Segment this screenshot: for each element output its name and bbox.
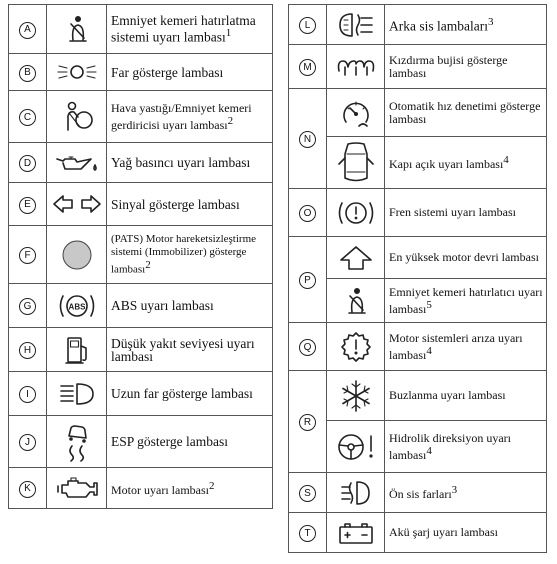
table-row	[289, 137, 547, 189]
seatbelt-icon	[327, 286, 384, 316]
row-letter: H	[19, 342, 36, 359]
engine-icon	[47, 475, 106, 501]
row-letter: C	[19, 109, 36, 126]
row-text: Otomatik hız denetimi gösterge lambası	[389, 98, 541, 126]
footnote-ref: 1	[225, 27, 232, 40]
row-text: Sinyal gösterge lambası	[111, 196, 240, 212]
row-text: (PATS) Motor hareketsizleştirme sistemi (Immobilizer) gösterge lambası	[111, 232, 257, 276]
brake-system-icon	[327, 197, 384, 229]
row-text: Emniyet kemeri hatırlatma sistemi uyarı lambası	[111, 13, 256, 45]
table-row	[9, 284, 273, 328]
row-text: Fren sistemi uyarı lambası	[389, 205, 516, 219]
seatbelt-icon	[47, 14, 106, 44]
footnote-ref: 5	[426, 298, 432, 311]
door-open-car-icon	[327, 140, 384, 186]
pats-circle-icon	[47, 239, 106, 271]
table-row	[289, 237, 547, 279]
row-letter: M	[299, 59, 316, 76]
footnote-ref: 4	[426, 344, 432, 357]
row-letter: Q	[299, 339, 316, 356]
table-row	[9, 416, 273, 468]
footnote-ref: 4	[426, 444, 432, 457]
headlight-indicator-icon	[47, 61, 106, 83]
turn-signal-arrows-icon	[47, 194, 106, 214]
footnote-ref: 2	[227, 114, 234, 127]
row-text: Kapı açık uyarı lambası	[389, 157, 504, 171]
row-letter: L	[299, 17, 316, 34]
table-row	[9, 143, 273, 183]
row-letter: P	[299, 272, 316, 289]
row-text: Buzlanma uyarı lambası	[389, 388, 506, 402]
row-text: Kızdırma bujisi gösterge lambası	[389, 52, 508, 80]
row-text: Motor sistemleri arıza uyarı lambası	[389, 330, 523, 362]
row-letter: J	[19, 434, 36, 451]
power-steering-icon	[327, 430, 384, 464]
row-text: ABS uyarı lambası	[111, 298, 214, 313]
airbag-icon	[47, 100, 106, 134]
footnote-ref: 3	[451, 484, 458, 496]
engine-system-fault-icon	[327, 330, 384, 364]
right-indicator-table	[288, 4, 547, 553]
row-letter: G	[19, 298, 36, 315]
table-row	[289, 5, 547, 45]
row-text: Ön sis farları	[389, 487, 452, 501]
row-letter: N	[299, 131, 316, 148]
glow-plug-icon	[327, 55, 384, 79]
row-text: Akü şarj uyarı lambası	[389, 525, 498, 539]
row-letter: K	[19, 481, 36, 498]
row-text: Düşük yakıt seviyesi uyarı lambası	[111, 335, 255, 364]
row-text: Motor uyarı lambası	[111, 482, 209, 497]
left-indicator-table	[8, 4, 273, 509]
table-row	[289, 421, 547, 473]
row-letter: O	[299, 205, 316, 222]
table-row	[289, 473, 547, 513]
footnote-ref: 4	[503, 154, 509, 166]
rear-fog-lamp-icon	[327, 11, 384, 39]
row-letter: I	[19, 386, 36, 403]
row-letter: E	[19, 197, 36, 214]
footnote-ref: 3	[487, 16, 494, 29]
table-row	[289, 371, 547, 421]
high-beam-icon	[47, 381, 106, 407]
battery-icon	[327, 520, 384, 546]
abs-icon	[47, 290, 106, 322]
row-text: Yağ basıncı uyarı lambası	[111, 155, 251, 170]
row-text: Far gösterge lambası	[111, 64, 224, 80]
oil-can-icon	[47, 151, 106, 175]
table-row	[9, 183, 273, 226]
abs-label: ABS	[68, 302, 85, 311]
table-row	[289, 189, 547, 237]
footnote-ref: 2	[208, 479, 215, 492]
row-text: Uzun far gösterge lambası	[111, 386, 253, 401]
row-text: ESP gösterge lambası	[111, 434, 228, 449]
shift-up-arrow-icon	[327, 245, 384, 271]
table-row	[289, 513, 547, 553]
table-row	[289, 45, 547, 89]
cruise-control-icon	[327, 96, 384, 130]
table-row	[9, 91, 273, 143]
row-letter: D	[19, 155, 36, 172]
table-row	[9, 226, 273, 284]
row-text: Emniyet kemeri hatırlatıcı uyarı lambası	[389, 284, 543, 316]
table-row	[9, 468, 273, 509]
row-letter: A	[19, 22, 36, 39]
table-row	[9, 5, 273, 54]
row-text: Arka sis lambaları	[389, 18, 488, 34]
front-fog-lamp-icon	[327, 479, 384, 507]
row-letter: B	[19, 65, 36, 82]
frost-snowflake-icon	[327, 378, 384, 414]
row-letter: S	[299, 485, 316, 502]
table-row	[289, 323, 547, 371]
esp-skid-car-icon	[47, 422, 106, 462]
table-row	[9, 54, 273, 91]
row-letter: T	[299, 525, 316, 542]
row-letter: F	[19, 247, 36, 264]
table-row	[9, 372, 273, 416]
table-row	[289, 279, 547, 323]
footnote-ref: 2	[145, 258, 151, 271]
fuel-pump-icon	[47, 334, 106, 366]
table-row	[9, 328, 273, 372]
table-row	[289, 89, 547, 137]
row-text: Hava yastığı/Emniyet kemeri gerdiricisi uyarı lambası	[111, 100, 252, 132]
row-text: Hidrolik direksiyon uyarı lambası	[389, 430, 511, 462]
row-text: En yüksek motor devri lambası	[389, 250, 539, 264]
row-letter: R	[299, 414, 316, 431]
